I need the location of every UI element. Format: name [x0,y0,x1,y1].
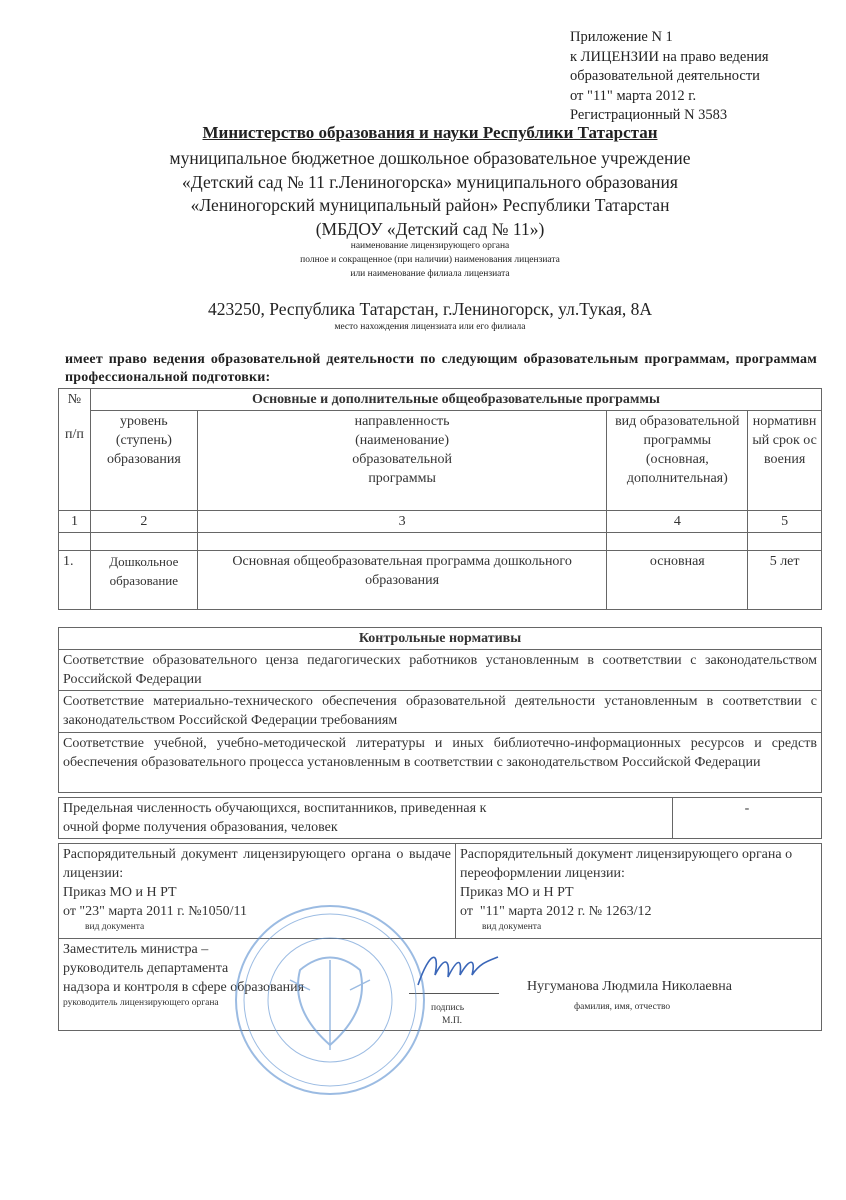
caption-line: или наименование филиала лицензиата [350,269,510,279]
capacity-table [58,797,822,839]
row-kind: основная [607,551,748,610]
licensee-name [40,147,820,241]
col-number: 3 [197,511,607,533]
header-level: уровень (ступень) образования [90,411,197,511]
official-stamp-icon [230,900,430,1100]
reissue-doc-cell [456,844,822,939]
num-sub: п/п [65,427,84,442]
programs-title: Основные и дополнительные общеобразовательные программы [90,389,821,411]
annex-header [570,28,769,126]
col-number: 1 [59,511,91,533]
org-line: «Детский сад № 11 г.Лениногорска» муниципального образования [182,171,678,192]
issue-doc-title: Распорядительный документ лицензирующего органа о выдаче лицензии: [63,847,451,881]
annex-line: образовательной деятельности [570,68,760,84]
col-number: 2 [90,511,197,533]
signature-icon [410,945,500,995]
programs-table [58,388,822,610]
header-term: нормативный срок освоения [748,411,822,511]
signature-caption: подпись [431,1003,465,1013]
position-line: Заместитель министра – [63,942,209,957]
empty-cell [90,533,197,551]
annex-line: к ЛИЦЕНЗИИ на право ведения [570,48,769,65]
capacity-value: - [673,798,822,839]
signatory-name: Нугуманова Людмила Николаевна [527,979,732,994]
control-item: Соответствие образовательного ценза педагогических работников установленным в соответствии с законодательством Российской Федерации [59,650,822,691]
caption-line: наименование лицензирующего органа [350,241,510,251]
control-item: Соответствие материально-технического обеспечения образовательной деятельности установленным в соответствии с законодательством Российской Федерации требованиям [59,691,822,733]
issue-doc-date: от "23" марта 2011 г. №1050/11 [63,904,248,919]
row-level: Дошкольное образование [90,551,197,610]
address-caption: место нахождения лицензиата или его филиала [334,322,526,332]
empty-cell [748,533,822,551]
row-num: 1. [59,551,91,610]
empty-cell [607,533,748,551]
control-item: Соответствие учебной, учебно-методической литературы и иных библиотечно-информационных ресурсов и средств обеспечения образовательного процесса установленным в соответствии с законодательством Российской Федерации [59,733,822,793]
issue-doc-caption: вид документа [85,922,145,932]
reissue-doc-title: Распорядительный документ лицензирующего органа о переоформлении лицензии: [460,847,793,881]
reissue-doc-order: Приказ МО и Н РТ [460,885,574,900]
org-line: (МБДОУ «Детский сад № 11») [315,218,545,239]
control-table [58,627,822,793]
name-caption: фамилия, имя, отчество [574,1002,671,1012]
annex-line: от "11" марта 2012 г. [570,87,697,104]
ministry-title: Министерство образования и науки Республики Татарстан [202,123,658,142]
capacity-label: Предельная численность обучающихся, воспитанников, приведенная к очной форме получения образования, человек [59,798,673,839]
row-name: Основная общеобразовательная программа дошкольного образования [197,551,607,610]
annex-line: Приложение N 1 [570,29,673,45]
empty-cell [59,533,91,551]
row-term: 5 лет [748,551,822,610]
empty-cell [197,533,607,551]
reissue-doc-caption: вид документа [482,922,542,932]
header-name: направленность (наименование) образовательной программы [197,411,607,511]
org-line: «Лениногорский муниципальный район» Республики Татарстан [190,195,670,215]
control-title: Контрольные нормативы [59,628,822,650]
reissue-doc-date: от "11" марта 2012 г. № 1263/12 [460,904,652,919]
stamp-caption: М.П. [442,1016,463,1026]
header-kind: вид образовательной программы (основная, дополнительная) [607,411,748,511]
intro-text: имеет право ведения образовательной деятельности по следующим образовательным программам, программам профессиональной подготовки: [65,352,817,385]
annex-line: Регистрационный N 3583 [570,107,728,123]
table-row [59,551,822,610]
num-header-cell [59,389,91,511]
position-line: надзора и контроля в сфере образования [63,980,305,995]
col-number: 5 [748,511,822,533]
num-header: № [67,392,82,407]
position-line: руководитель департамента [63,961,229,976]
address: 423250, Республика Татарстан, г.Лениногорск, ул.Тукая, 8А [207,299,653,319]
org-line: муниципальное бюджетное дошкольное образовательное учреждение [169,148,691,168]
issue-doc-order: Приказ МО и Н РТ [63,885,177,900]
org-caption [40,239,820,281]
col-number: 4 [607,511,748,533]
documents-table [58,843,822,1031]
caption-line: полное и сокращенное (при наличии) наименования лицензиата [300,255,560,265]
position-caption: руководитель лицензирующего органа [63,998,219,1008]
